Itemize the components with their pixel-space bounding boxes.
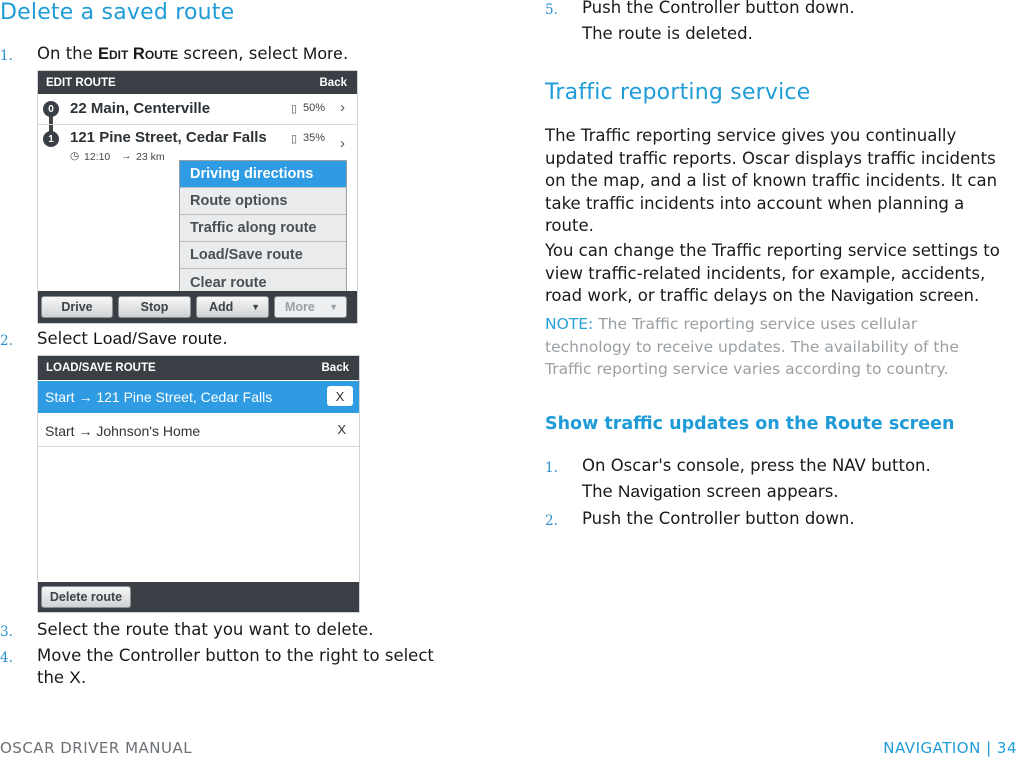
- battery-icon: ▯: [291, 103, 298, 115]
- step-number: 5.: [545, 2, 558, 18]
- more-menu: [179, 160, 347, 297]
- saved-route-row: [38, 414, 359, 447]
- delete-route-button: Delete route: [41, 586, 131, 608]
- button-bar: [38, 291, 357, 323]
- ui-term: Load/Save route: [93, 329, 223, 348]
- menu-item-route-options: Route options: [180, 188, 346, 215]
- arrow-right-icon: →: [121, 150, 132, 162]
- ui-term: Navigation: [830, 286, 914, 305]
- step-2: Select Load/Save route.: [37, 329, 228, 348]
- section-title: Traffic reporting service: [545, 80, 811, 105]
- footer-page-label: NAVIGATION | 34: [883, 739, 1017, 757]
- ui-term: More: [303, 44, 343, 63]
- add-button: Add ▼: [196, 296, 269, 318]
- menu-item-load-save-route: Load/Save route: [180, 242, 346, 269]
- step-number: 2.: [0, 333, 13, 349]
- load-save-route-screenshot: [37, 355, 360, 613]
- section-title: Delete a saved route: [0, 0, 235, 25]
- waypoint-badge: 0: [43, 101, 59, 117]
- step-number: 2.: [545, 513, 558, 529]
- ui-term: X: [69, 668, 81, 687]
- step-number: 4.: [0, 650, 13, 666]
- menu-item-traffic-along-route: Traffic along route: [180, 215, 346, 242]
- ui-term: Edit Route: [98, 45, 179, 63]
- saved-route-label: Start → Johnson's Home: [45, 423, 201, 439]
- menu-item-driving-directions: Driving directions: [180, 161, 346, 188]
- step-3: Select the route that you want to delete.: [37, 620, 374, 639]
- note-label: NOTE:: [545, 315, 594, 333]
- route-row: [38, 94, 357, 125]
- step-number: 3.: [0, 624, 13, 640]
- traffic-step-1-result: The Navigation screen appears.: [582, 482, 839, 501]
- chevron-right-icon: ›: [340, 99, 345, 116]
- clock-icon: ◷: [70, 150, 80, 162]
- step-number: 1.: [545, 460, 558, 476]
- note: NOTE: The Traffic reporting service uses cellular technology to receive updates. The availability of the Traffic reporting service varies according to country.: [545, 315, 959, 378]
- drive-button: Drive: [41, 296, 113, 318]
- button-bar: [38, 582, 359, 612]
- saved-route-row-selected: [38, 381, 359, 413]
- subsection-title: Show traffic updates on the Route screen: [545, 414, 955, 434]
- delete-x-button: X: [337, 422, 346, 437]
- battery-level: 50%: [303, 102, 326, 114]
- traffic-settings-paragraph: You can change the Traffic reporting service settings to view traffic-related incidents, for example, accidents, road work, or traffic delays on the Navigation screen.: [545, 241, 1000, 305]
- back-button: Back: [319, 76, 347, 89]
- ui-term: Navigation: [617, 482, 702, 501]
- waypoint-badge: 1: [43, 131, 59, 147]
- route-distance: 23 km: [136, 151, 165, 163]
- route-name: 22 Main, Centerville: [70, 100, 211, 117]
- step-5: Push the Controller button down.: [582, 0, 855, 17]
- battery-icon: ▯: [291, 133, 298, 145]
- step-number: 1.: [0, 48, 13, 64]
- traffic-step-2: Push the Controller button down.: [582, 509, 855, 528]
- more-button: More ▼: [274, 296, 347, 318]
- triangle-down-icon: ▼: [251, 302, 260, 312]
- edit-route-screenshot: [37, 70, 358, 324]
- saved-route-label: Start → 121 Pine Street, Cedar Falls: [45, 389, 273, 405]
- back-button: Back: [321, 362, 349, 374]
- chevron-right-icon: ›: [340, 135, 345, 152]
- route-name: 121 Pine Street, Cedar Falls: [70, 129, 267, 146]
- traffic-step-1: On Oscar's console, press the NAV button.: [582, 456, 931, 475]
- triangle-down-icon: ▼: [329, 302, 338, 312]
- menu-item-clear-route: Clear route: [180, 269, 346, 296]
- stop-button: Stop: [118, 296, 191, 318]
- delete-x-button: X: [327, 386, 353, 406]
- screen-header: EDIT ROUTE Back: [38, 71, 357, 94]
- step-1: On the Edit Route screen, select More.: [37, 44, 349, 63]
- footer-manual-title: OSCAR DRIVER MANUAL: [0, 739, 193, 757]
- battery-level: 35%: [303, 132, 326, 144]
- step-4: Move the Controller button to the right to select the X.: [37, 646, 434, 687]
- step-5-result: The route is deleted.: [582, 24, 753, 43]
- traffic-intro-paragraph: The Traffic reporting service gives you continually updated traffic reports. Oscar displays traffic incidents on the map, and a list of known traffic incidents. It can take traffic incidents into account when planning a route.: [545, 126, 998, 235]
- screen-header: LOAD/SAVE ROUTE Back: [38, 356, 359, 380]
- route-time: 12:10: [84, 151, 111, 163]
